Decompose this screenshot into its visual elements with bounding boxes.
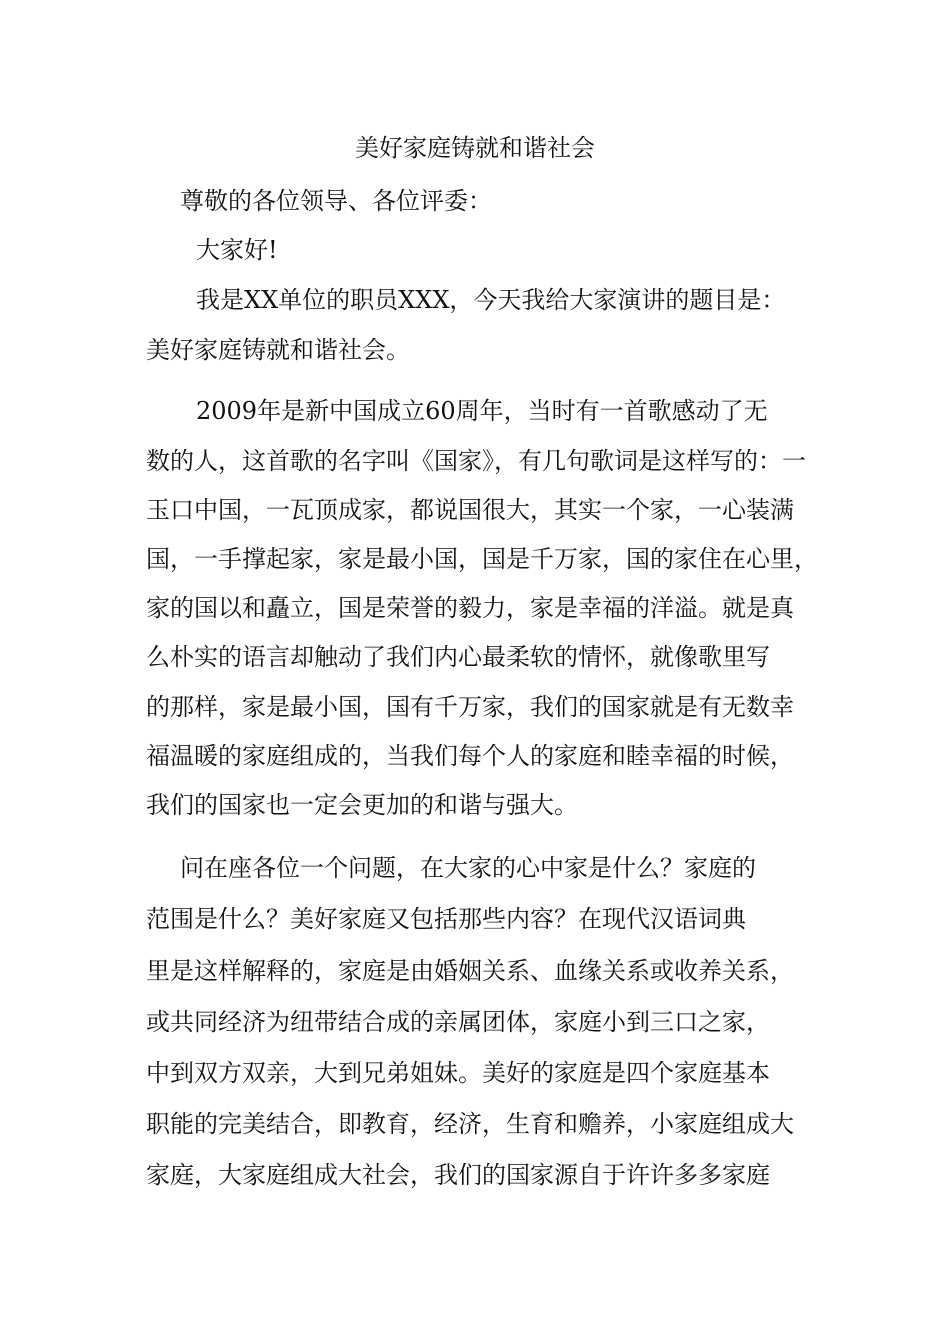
body-line: 家的国以和矗立，国是荣誉的毅力，家是幸福的洋溢。就是真: [146, 594, 794, 622]
body-line: 玉口中国，一瓦顶成家，都说国很大，其实一个家，一心装满: [146, 496, 794, 524]
body-line: 美好家庭铸就和谐社会。: [146, 336, 410, 364]
body-line: 的那样，家是最小国，国有千万家，我们的国家就是有无数幸: [146, 693, 794, 721]
body-line: 里是这样解释的，家庭是由婚姻关系、血缘关系或收养关系，: [146, 957, 794, 985]
body-line: 中到双方双亲，大到兄弟姐妹。美好的家庭是四个家庭基本: [146, 1059, 770, 1087]
document-title: 美好家庭铸就和谐社会: [355, 134, 595, 162]
body-line: 问在座各位一个问题，在大家的心中家是什么？家庭的: [180, 854, 756, 882]
body-line: 或共同经济为纽带结合成的亲属团体，家庭小到三口之家，: [146, 1008, 770, 1036]
body-line: 职能的完美结合，即教育，经济，生育和赡养，小家庭组成大: [146, 1110, 794, 1138]
body-line: 么朴实的语言却触动了我们内心最柔软的情怀，就像歌里写: [146, 643, 770, 671]
body-line: 我们的国家也一定会更加的和谐与强大。: [146, 791, 578, 819]
body-line: 范围是什么？美好家庭又包括那些内容？在现代汉语词典: [146, 905, 746, 933]
body-line: 福温暖的家庭组成的，当我们每个人的家庭和睦幸福的时候，: [146, 742, 794, 770]
greeting-line: 大家好!: [196, 236, 278, 264]
body-line: 国，一手撑起家，家是最小国，国是千万家，国的家住在心里，: [146, 545, 818, 573]
body-line: 我是XX单位的职员XXX，今天我给大家演讲的题目是：: [196, 286, 786, 314]
body-line: 数的人，这首歌的名字叫《国家》，有几句歌词是这样写的：一: [146, 447, 806, 475]
salutation-line: 尊敬的各位领导、各位评委：: [180, 187, 492, 215]
body-line: 家庭，大家庭组成大社会，我们的国家源自于许许多多家庭: [146, 1161, 770, 1189]
body-line: 2009年是新中国成立60周年，当时有一首歌感动了无: [196, 397, 768, 425]
